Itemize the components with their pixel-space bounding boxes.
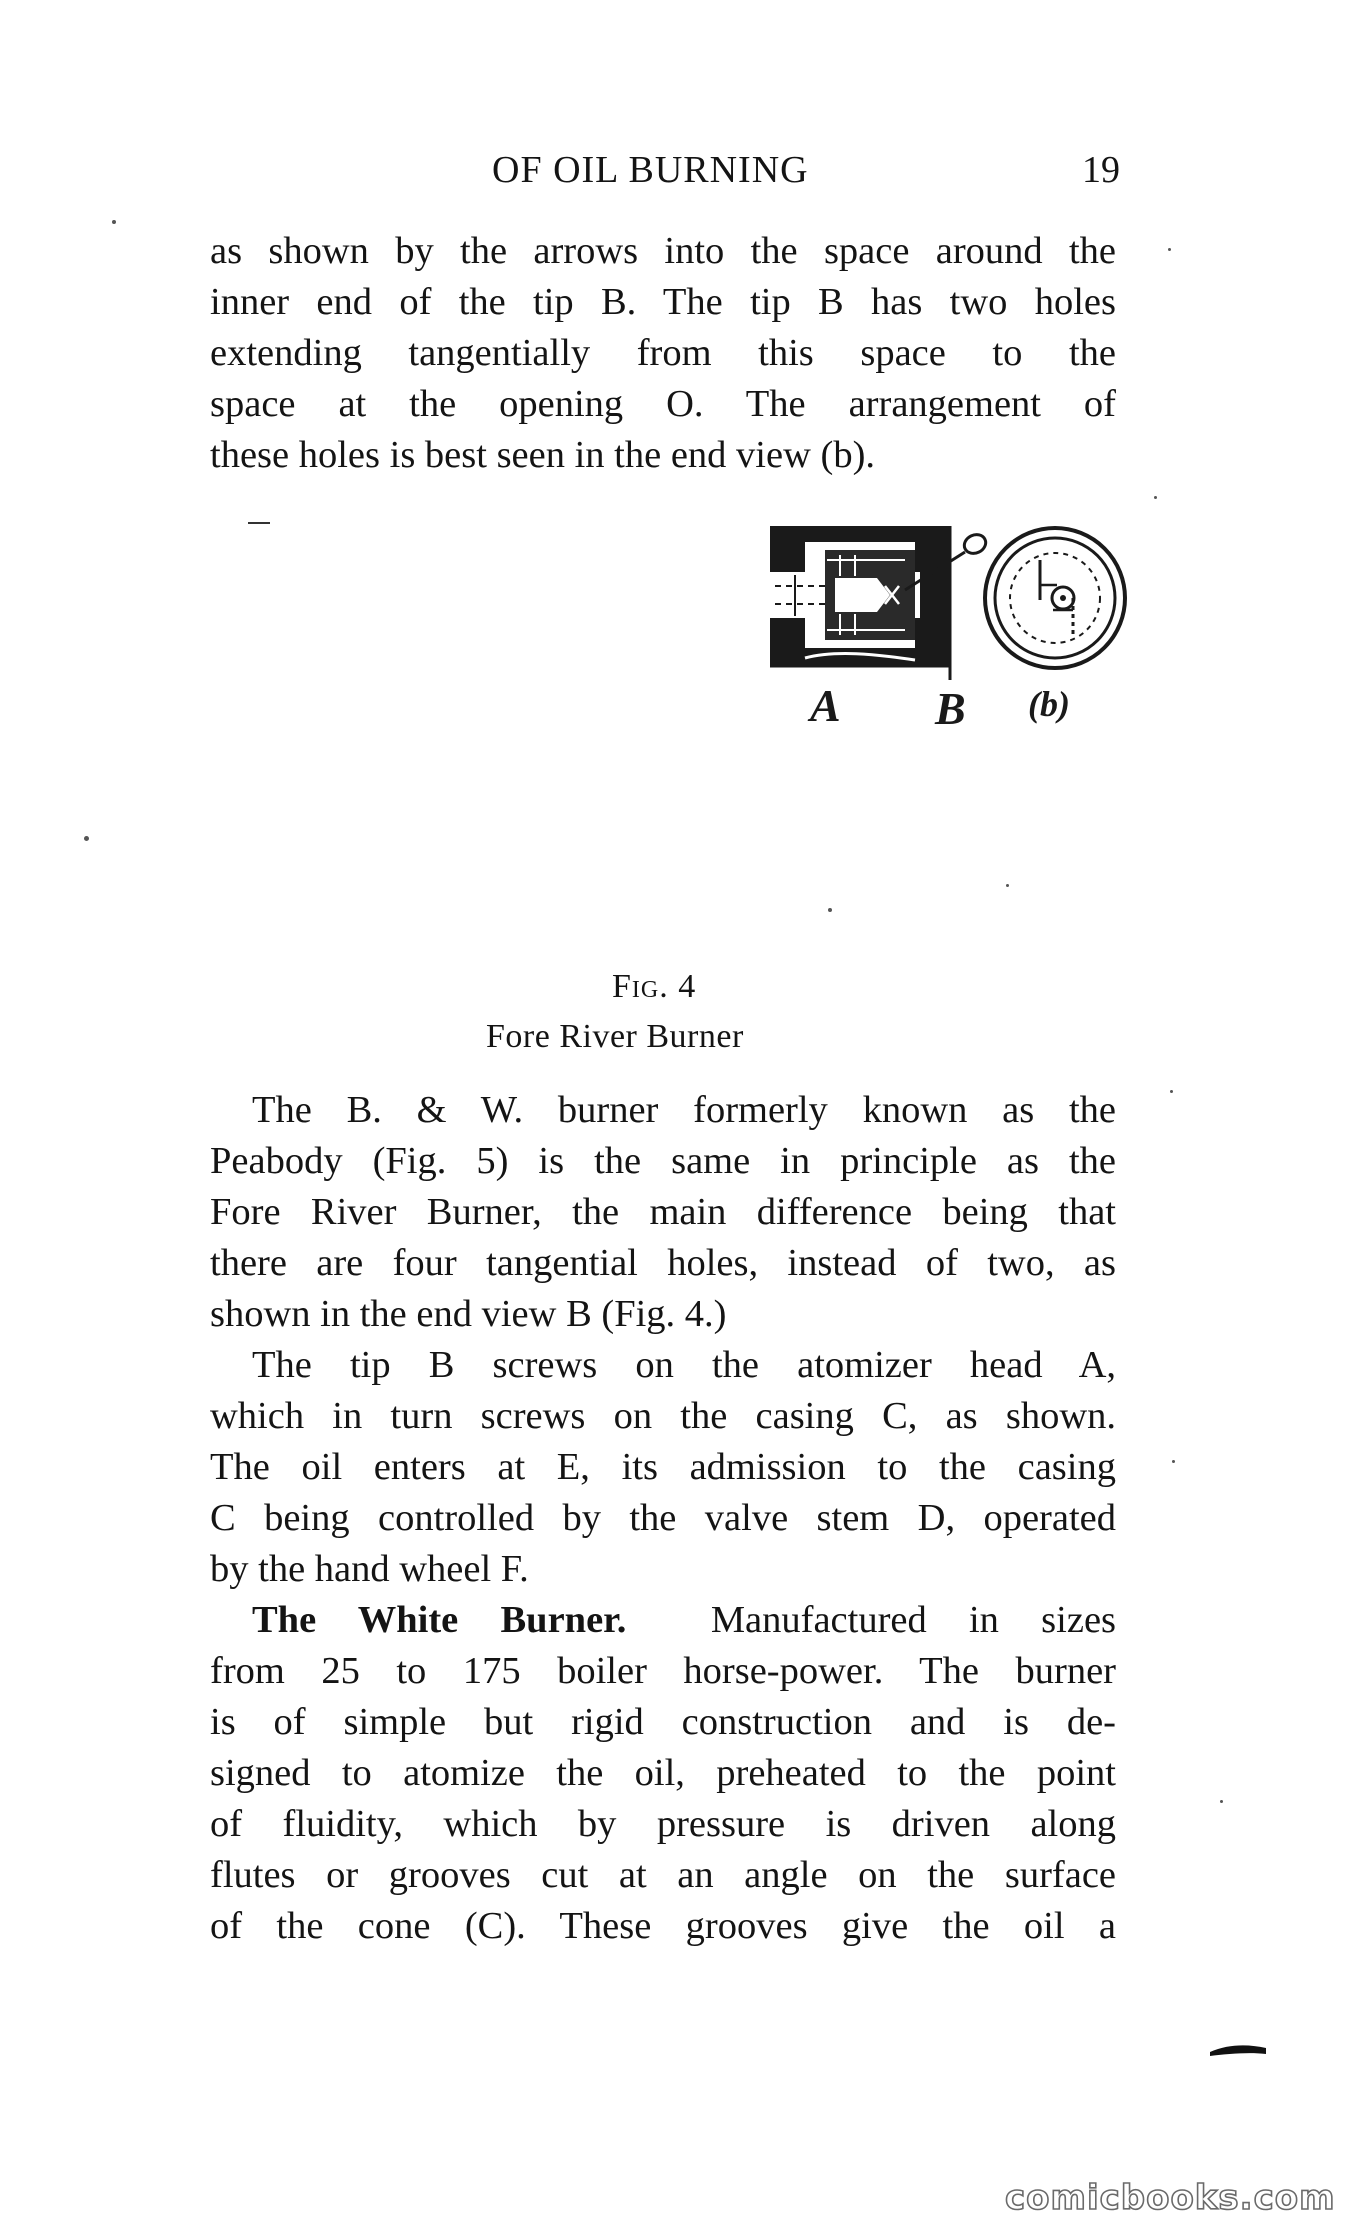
label-a: A	[810, 680, 841, 731]
watermark: comicbooks.com	[1005, 2178, 1336, 2218]
scan-edge-mark	[1208, 2040, 1268, 2060]
scan-speck	[1168, 248, 1171, 251]
section-heading: The White Burner.	[252, 1599, 627, 1641]
paragraph-line: inner end of the tip B. The tip B has two holes	[210, 281, 1116, 323]
figure-title: Fore River Burner	[486, 1018, 744, 1055]
paragraph-line: signed to atomize the oil, preheated to the point	[210, 1752, 1116, 1794]
figure-number: Fig. 4	[612, 968, 697, 1005]
scan-speck	[1006, 884, 1009, 887]
paragraph-line: Peabody (Fig. 5) is the same in principle as the	[210, 1140, 1116, 1182]
paragraph-line: of fluidity, which by pressure is driven along	[210, 1803, 1116, 1845]
label-end-view: (b)	[1028, 684, 1070, 724]
paragraph-line: is of simple but rigid construction and is de-	[210, 1701, 1116, 1743]
running-head: OF OIL BURNING	[492, 149, 809, 191]
paragraph-line: which in turn screws on the casing C, as shown.	[210, 1395, 1116, 1437]
paragraph-line: from 25 to 175 boiler horse-power. The burner	[210, 1650, 1116, 1692]
paragraph-line: C being controlled by the valve stem D, operated	[210, 1497, 1116, 1539]
paragraph-2	[210, 1085, 1116, 1952]
paragraph-line: extending tangentially from this space to the	[210, 332, 1116, 374]
paragraph-line: these holes is best seen in the end view (b).	[210, 434, 876, 476]
paragraph-line: The tip B screws on the atomizer head A,	[252, 1344, 1116, 1386]
page-number: 19	[1082, 149, 1120, 191]
scan-speck	[828, 908, 832, 912]
paragraph-line: flutes or grooves cut at an angle on the surface	[210, 1854, 1116, 1896]
paragraph-line-heading	[210, 1595, 1116, 1646]
paragraph-1	[210, 226, 1116, 481]
scan-speck	[1170, 1090, 1173, 1093]
label-b: B	[935, 683, 966, 734]
paragraph-line: Fore River Burner, the main difference being that	[210, 1191, 1116, 1233]
heading-line-rest: Manufactured in sizes	[710, 1599, 1117, 1641]
paragraph-line: of the cone (C). These grooves give the oil a	[210, 1905, 1116, 1947]
scan-speck	[1220, 1800, 1223, 1803]
scan-speck	[112, 220, 116, 224]
scan-speck	[1154, 496, 1157, 499]
scan-speck	[84, 836, 89, 841]
paragraph-line: The oil enters at E, its admission to the casing	[210, 1446, 1116, 1488]
paragraph-line: space at the opening O. The arrangement of	[210, 383, 1116, 425]
paragraph-line: The B. & W. burner formerly known as the	[252, 1089, 1116, 1131]
paragraph-line: by the hand wheel F.	[210, 1548, 529, 1590]
stray-dash	[248, 522, 270, 524]
paragraph-line: there are four tangential holes, instead of two, as	[210, 1242, 1116, 1284]
figure-labels	[800, 666, 1130, 736]
paragraph-line: shown in the end view B (Fig. 4.)	[210, 1293, 727, 1335]
paragraph-line: as shown by the arrows into the space around the	[210, 230, 1116, 272]
scan-speck	[1172, 1460, 1175, 1463]
